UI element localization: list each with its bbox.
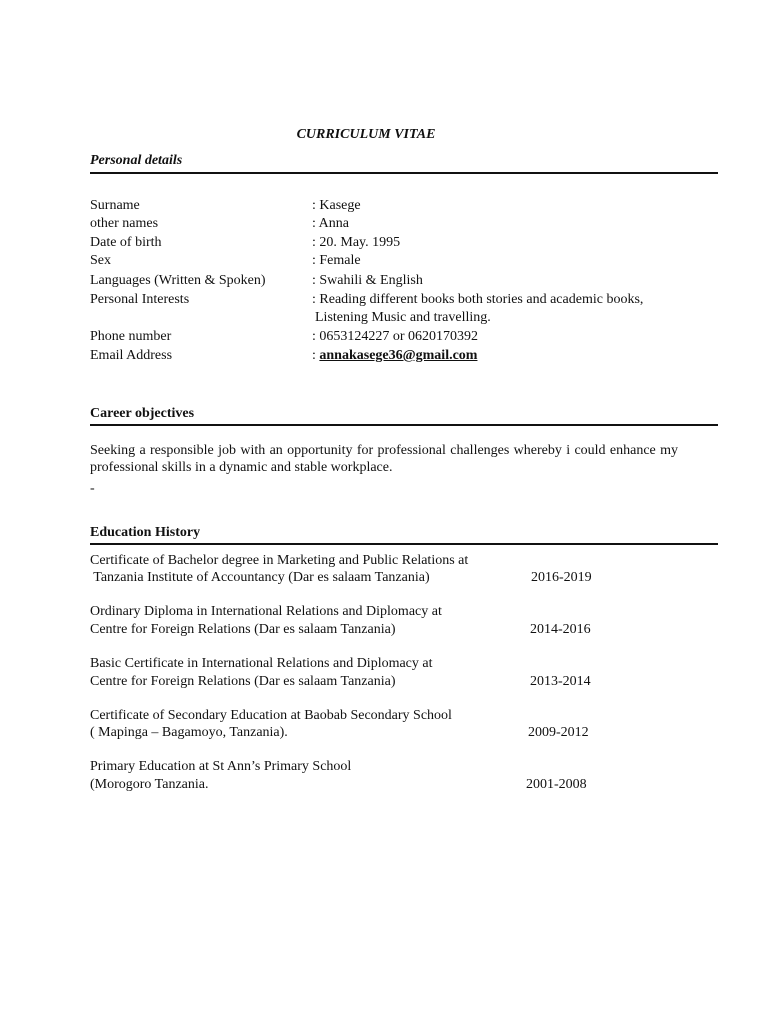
languages-value: : Swahili & English [312,273,423,288]
phone-number-label: Phone number [90,329,172,344]
education-entry-line2: Tanzania Institute of Accountancy (Dar es salaam Tanzania) [90,570,430,585]
education-history-divider [90,543,718,545]
education-entry-line2: (Morogoro Tanzania. [90,777,209,792]
career-trailing-mark: - [90,481,95,496]
education-entry-line1: Certificate of Bachelor degree in Marketing and Public Relations at [90,553,469,568]
email-prefix: : [312,348,320,363]
personal-interests-value: : Reading different books both stories and academic books, [312,292,644,307]
email-address-value [312,347,477,365]
education-entry-years: 2001-2008 [526,777,587,792]
education-entry-years: 2014-2016 [530,622,591,637]
education-entry-line2: ( Mapinga – Bagamoyo, Tanzania). [90,725,288,740]
sex-value: : Female [312,253,361,268]
education-entry-line2: Centre for Foreign Relations (Dar es salaam Tanzania) [90,622,396,637]
email-address-label: Email Address [90,348,173,363]
personal-interests-label: Personal Interests [90,292,190,307]
sex-label: Sex [90,253,111,268]
education-history-heading: Education History [90,525,201,540]
education-entry-line1: Ordinary Diploma in International Relations and Diplomacy at [90,604,442,619]
education-entry-years: 2013-2014 [530,674,591,689]
personal-interests-continuation: Listening Music and travelling. [315,310,491,325]
date-of-birth-label: Date of birth [90,235,162,250]
career-objectives-text: Seeking a responsible job with an opportunity for professional challenges whereby i could enhance my professional skills in a dynamic and stable workplace. [90,443,678,475]
education-entry-years: 2016-2019 [531,570,592,585]
education-entry-line1: Basic Certificate in International Relations and Diplomacy at [90,656,433,671]
other-names-label: other names [90,216,159,231]
personal-details-heading: Personal details [90,153,183,168]
email-link[interactable]: annakasege36@gmail.com [319,348,478,363]
education-entry-line1: Primary Education at St Ann’s Primary School [90,759,352,774]
phone-number-value: : 0653124227 or 0620170392 [312,329,479,344]
education-entry-line1: Certificate of Secondary Education at Baobab Secondary School [90,708,452,723]
languages-label: Languages (Written & Spoken) [90,273,266,288]
career-objectives-divider [90,424,718,426]
document-title: CURRICULUM VITAE [296,127,436,142]
education-entry-years: 2009-2012 [528,725,589,740]
surname-value: : Kasege [312,198,361,213]
career-objectives-heading: Career objectives [90,406,195,421]
personal-details-divider [90,172,718,174]
other-names-value: : Anna [312,216,349,231]
date-of-birth-value: : 20. May. 1995 [312,235,401,250]
education-entry-line2: Centre for Foreign Relations (Dar es salaam Tanzania) [90,674,396,689]
surname-label: Surname [90,198,140,213]
